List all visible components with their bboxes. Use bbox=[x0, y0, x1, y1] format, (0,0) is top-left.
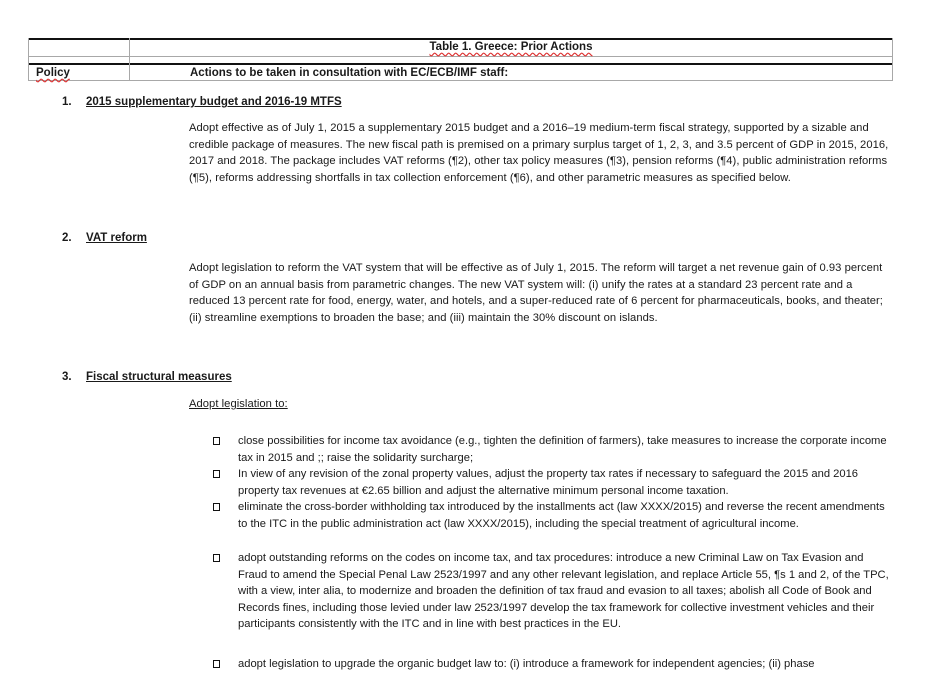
section-number: 3. bbox=[62, 371, 72, 383]
list-item-text: adopt legislation to upgrade the organic budget law to: (i) introduce a framework for independent agencies; (ii) phase bbox=[238, 658, 815, 670]
table-border-right bbox=[892, 38, 893, 81]
table-row-divider bbox=[28, 56, 893, 57]
list-item-text: eliminate the cross-border withholding tax introduced by the installments act (law XXXX/2015) and reverse the recent amendments to the ITC in the public administration act (law XXXX/2015), including the special treatment of agricultural income. bbox=[238, 501, 885, 530]
checkbox-bullet-icon bbox=[213, 437, 220, 445]
list-item-text: close possibilities for income tax avoidance (e.g., tighten the definition of farmers), take measures to increase the corporate income tax in 2015 and ;; raise the solidarity surcharge; bbox=[238, 435, 887, 464]
section-number: 1. bbox=[62, 96, 72, 108]
checkbox-bullet-icon bbox=[213, 470, 220, 478]
table-title: Table 1. Greece: Prior Actions bbox=[429, 41, 593, 53]
policy-column-header: Policy bbox=[36, 67, 70, 79]
list-item-text: In view of any revision of the zonal property values, adjust the property tax rates if necessary to safeguard the 2015 and 2016 property tax revenues at €2.65 billion and adjust the alternative minimum personal income taxation. bbox=[238, 468, 859, 497]
section-1-body: Adopt effective as of July 1, 2015 a supplementary 2015 budget and a 2016–19 medium-term fiscal strategy, supported by a sizable and credible package of measures. The new fiscal path is premised on a primary surplus target of 1, 2, 3, and 3.5 percent of GDP in 2015, 2016, 2017 and 2018. The package includes VAT reforms (¶2), other tax policy measures (¶3), pension reforms (¶4), public administration reforms (¶5), reforms addressing shortfalls in tax collection enforcement (¶6), and other parametric measures as specified below. bbox=[189, 122, 889, 184]
table-border-bottom bbox=[28, 80, 893, 81]
prior-actions-table bbox=[28, 38, 893, 81]
section-2-body: Adopt legislation to reform the VAT system that will be effective as of July 1, 2015. The reform will target a net revenue gain of 0.93 percent of GDP on an annual basis from parametric changes. The new VAT system will: (i) unify the rates at a standard 23 percent rate and a reduced 13 percent rate for food, energy, water, and hotels, and a super-reduced rate of 6 percent for pharmaceuticals, books, and theater; (ii) streamline exemptions to broaden the base; and (iii) maintain the 30% discount on islands. bbox=[189, 262, 883, 324]
list-item-text: adopt outstanding reforms on the codes on income tax, and tax procedures: introduce a new Criminal Law on Tax Evasion and Fraud to amend the Special Penal Law 2523/1997 and any other relevant legislation, and replace Article 55, ¶s 1 and 2, of the TPC, with a view, inter alia, to modernize and broaden the definition of tax fraud and evasion to all taxes; abolish all Code of Book and Records fines, including those levied under law 2523/1997 develop the tax framework for collective investment vehicles and their participants consistently with the ITC and in line with best practices in the EU. bbox=[238, 552, 889, 631]
checkbox-bullet-icon bbox=[213, 503, 220, 511]
section-title: Fiscal structural measures bbox=[86, 371, 232, 383]
section-title: VAT reform bbox=[86, 232, 147, 244]
section-title: 2015 supplementary budget and 2016-19 MTFS bbox=[86, 96, 342, 108]
section-3-intro: Adopt legislation to: bbox=[189, 398, 288, 410]
table-border-top bbox=[28, 38, 893, 40]
table-header-divider bbox=[28, 63, 893, 65]
section-number: 2. bbox=[62, 232, 72, 244]
table-border-left bbox=[28, 38, 29, 81]
checkbox-bullet-icon bbox=[213, 660, 220, 668]
checkbox-bullet-icon bbox=[213, 554, 220, 562]
actions-column-header: Actions to be taken in consultation with EC/ECB/IMF staff: bbox=[190, 67, 509, 79]
